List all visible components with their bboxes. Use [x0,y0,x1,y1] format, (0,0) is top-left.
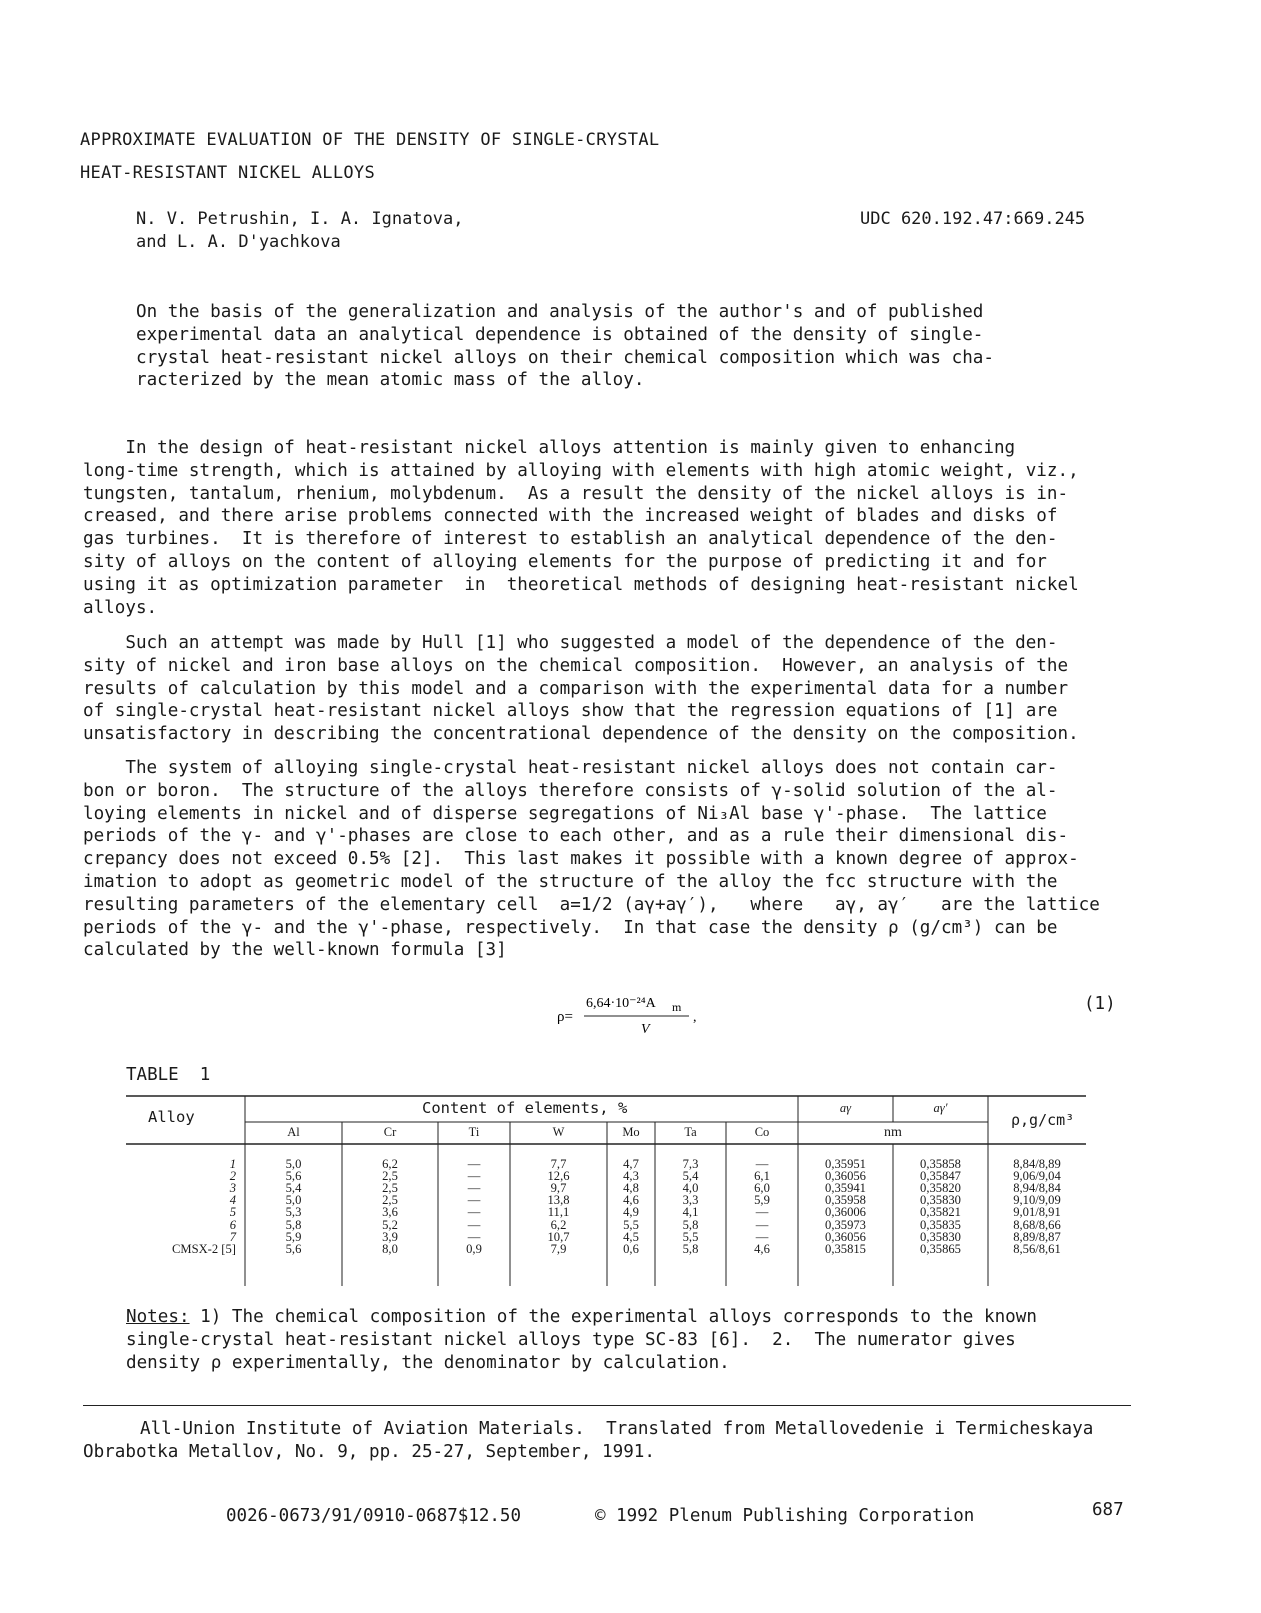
header-element-al: Al [287,1125,300,1139]
title-line-1: APPROXIMATE EVALUATION OF THE DENSITY OF SINGLE-CRYSTAL [80,130,660,150]
article-code: 0026-0673/91/0910-0687$12.50 [226,1506,522,1526]
authors-line-2: and L. A. D'yachkova [136,232,341,252]
table-cell-ta: 5,8 [682,1217,699,1232]
table-cell-cr: 5,2 [382,1217,398,1232]
header-element-ti: Ti [468,1125,480,1139]
table-cell-mo: 5,5 [623,1217,639,1232]
table-cell-co: — [755,1217,769,1232]
table-cell-alloy: 1 [229,1157,236,1171]
table-cell-cr: 6,2 [382,1157,398,1171]
table-cell-ag: 0,35973 [825,1217,866,1232]
body-paragraph-2: Such an attempt was made by Hull [1] who suggested a model of the dependence of the den- sity of nickel and iron base alloys on the chemical composition. However, an analysis of the results of calculation by this model and a comparison with the experimental data for a number of single-crystal heat-resistant nickel alloys show that the regression equations of [1] are unsatisfactory in describing the concentrational dependence of the density on the composition. [83,633,1079,745]
table-cell-ti: — [467,1157,481,1171]
table-cell-al: 5,6 [285,1241,302,1256]
formula-1 [538,975,698,1037]
table-cell-w: 13,8 [547,1193,570,1208]
table-notes [126,1306,1037,1374]
table-cell-alloy: CMSX-2 [5] [171,1241,236,1256]
table-cell-agp: 0,35858 [920,1157,961,1171]
header-a-gamma: aγ [839,1101,852,1115]
table-cell-ti: — [467,1169,481,1184]
table-cell-alloy: 7 [229,1229,236,1244]
title-line-2: HEAT-RESISTANT NICKEL ALLOYS [80,163,375,183]
table-cell-ta: 5,5 [682,1229,699,1244]
body-paragraph-1: In the design of heat-resistant nickel alloys attention is mainly given to enhancing long-time strength, which is attained by alloying with elements with high atomic weight, viz., tungsten, tantalum, rhenium, molybdenum. As a result the density of the nickel alloys is in- creased, and there arise problems connected with the increased weight of blades and disks of gas turbines. It is therefore of interest to establish an analytical dependence of the den- sity of alloys on the content of alloying elements for the purpose of predicting it and for using it as optimization parameter in theoretical methods of designing heat-resistant nickel alloys. [83,438,1079,618]
header-element-w: W [552,1125,565,1139]
table-cell-ta: 5,4 [682,1169,699,1184]
table-cell-ag: 0,36006 [825,1205,866,1220]
table-cell-al: 5,3 [285,1205,302,1220]
formula-denominator: V [641,1022,650,1037]
table-cell-ag: 0,35951 [825,1157,866,1171]
table-cell-co: 6,1 [754,1169,770,1184]
table-cell-rho: 8,94/8,84 [1013,1181,1061,1196]
table-cell-al: 5,0 [285,1157,302,1171]
table-cell-ta: 5,8 [682,1241,699,1256]
authors-line-1: N. V. Petrushin, I. A. Ignatova, [136,209,464,229]
table-cell-alloy: 6 [229,1217,236,1232]
table-cell-cr: 3,9 [382,1229,398,1244]
table-cell-rho: 8,56/8,61 [1013,1241,1061,1256]
table-cell-agp: 0,35830 [920,1229,961,1244]
table-cell-rho: 8,68/8,66 [1013,1217,1061,1232]
table-cell-w: 7,7 [550,1157,567,1171]
table-cell-ti: — [467,1205,481,1220]
notes-text: 1) The chemical composition of the experimental alloys corresponds to the known single-crystal heat-resistant nickel alloys type SC-83 [6]. 2. The numerator gives density ρ experimentally, the denominator by calculation. [126,1307,1037,1373]
header-nm: nm [884,1125,902,1140]
table-cell-al: 5,8 [285,1217,302,1232]
table-cell-co: — [755,1157,769,1171]
header-a-gamma-prime: aγ′ [933,1101,948,1115]
header-content: Content of elements, % [422,1099,628,1117]
table-cell-rho: 9,01/8,91 [1013,1205,1061,1220]
table-cell-ti: — [467,1193,481,1208]
formula-numerator: 6,64·10⁻²⁴A [586,996,657,1011]
table-cell-ta: 4,0 [682,1181,699,1196]
table-cell-al: 5,6 [285,1169,302,1184]
table-cell-cr: 8,0 [382,1241,398,1256]
table-cell-cr: 2,5 [382,1169,398,1184]
table-cell-mo: 4,3 [623,1169,639,1184]
table-cell-co: 6,0 [754,1181,770,1196]
formula-trailing: , [693,1010,697,1025]
table-cell-mo: 4,7 [623,1157,639,1171]
equation-number: (1) [1084,994,1116,1014]
page-number: 687 [1092,1500,1124,1520]
table-cell-alloy: 3 [229,1181,236,1196]
table-cell-ag: 0,36056 [825,1229,866,1244]
table-cell-ti: 0,9 [466,1241,482,1256]
table-cell-agp: 0,35820 [920,1181,961,1196]
header-element-cr: Cr [383,1125,397,1139]
table-cell-w: 12,6 [547,1169,570,1184]
table-cell-rho: 8,89/8,87 [1013,1229,1061,1244]
table-cell-mo: 4,8 [623,1181,639,1196]
table-cell-rho: 8,84/8,89 [1013,1157,1061,1171]
footer-divider [83,1405,1131,1406]
table-cell-agp: 0,35847 [920,1169,961,1184]
table-cell-cr: 2,5 [382,1181,398,1196]
table-cell-agp: 0,35830 [920,1193,961,1208]
table-cell-alloy: 4 [229,1193,236,1208]
table-cell-ag: 0,35815 [825,1241,866,1256]
table-cell-mo: 4,6 [623,1193,639,1208]
table-cell-co: 4,6 [754,1241,770,1256]
table-cell-cr: 2,5 [382,1193,398,1208]
formula-lhs: ρ= [557,1009,574,1025]
table-1 [126,1095,1086,1289]
formula-numerator-sub: m [672,1000,682,1014]
udc-code: UDC 620.192.47:669.245 [860,209,1086,229]
table-cell-alloy: 5 [229,1205,236,1220]
table-cell-al: 5,0 [285,1193,302,1208]
table-cell-al: 5,9 [285,1229,302,1244]
table-cell-agp: 0,35865 [920,1241,961,1256]
table-cell-ti: — [467,1217,481,1232]
abstract: On the basis of the generalization and analysis of the author's and of published experimental data an analytical dependence is obtained of the density of single- crystal heat-resistant nickel alloys on their chemical composition which was cha- racterized by the mean atomic mass of the alloy. [136,302,994,391]
table-cell-rho: 9,06/9,04 [1013,1169,1061,1184]
copyright: © 1992 Plenum Publishing Corporation [595,1506,975,1526]
table-cell-co: 5,9 [754,1193,770,1208]
table-cell-agp: 0,35835 [920,1217,961,1232]
table-cell-w: 9,7 [550,1181,567,1196]
affiliation-line-2: Obrabotka Metallov, No. 9, pp. 25-27, September, 1991. [83,1442,655,1462]
header-alloy: Alloy [148,1108,195,1126]
table-cell-w: 10,7 [547,1229,570,1244]
table-cell-al: 5,4 [285,1181,302,1196]
table-cell-rho: 9,10/9,09 [1013,1193,1061,1208]
body-paragraph-3: The system of alloying single-crystal heat-resistant nickel alloys does not contain car- bon or boron. The structure of the alloys therefore consists of γ-solid solution of the al- loying elements in nickel and of disperse segregations of Ni₃Al base γ'-phase. The lattice periods of the γ- and γ'-phases are close to each other, and as a rule their dimensional dis- crepancy does not exceed 0.5% [2]. This last makes it possible with a known degree of approx- imation to adopt as geometric model of the structure of the alloy the fcc structure with the resulting parameters of the elementary cell a=1/2 (aγ+aγ′), where aγ, aγ′ are the lattice periods of the γ- and the γ'-phase, respectively. In that case the density ρ (g/cm³) can be calculated by the well-known formula [3] [83,758,1100,961]
table-cell-ta: 3,3 [682,1193,699,1208]
header-element-co: Co [754,1125,770,1139]
header-element-mo: Mo [622,1125,640,1139]
table-cell-w: 7,9 [550,1241,567,1256]
table-cell-w: 6,2 [550,1217,567,1232]
notes-label: Notes: [126,1307,190,1327]
table-cell-ta: 7,3 [682,1157,699,1171]
table-cell-ag: 0,35958 [825,1193,866,1208]
table-label: TABLE 1 [126,1065,211,1085]
affiliation-line-1: All-Union Institute of Aviation Materials. Translated from Metallovedenie i Termicheskaya [140,1419,1094,1439]
table-cell-ag: 0,36056 [825,1169,866,1184]
table-cell-alloy: 2 [229,1169,236,1184]
table-cell-cr: 3,6 [382,1205,398,1220]
header-density: ρ,g/cm³ [1011,1111,1075,1129]
table-cell-ta: 4,1 [682,1205,699,1220]
table-cell-ag: 0,35941 [825,1181,866,1196]
table-cell-mo: 4,9 [623,1205,639,1220]
table-cell-agp: 0,35821 [920,1205,961,1220]
table-cell-ti: — [467,1181,481,1196]
table-cell-ti: — [467,1229,481,1244]
table-cell-co: — [755,1229,769,1244]
table-cell-co: — [755,1205,769,1220]
table-cell-w: 11,1 [547,1205,570,1220]
table-cell-mo: 4,5 [623,1229,639,1244]
header-element-ta: Ta [684,1125,697,1139]
table-cell-mo: 0,6 [623,1241,639,1256]
